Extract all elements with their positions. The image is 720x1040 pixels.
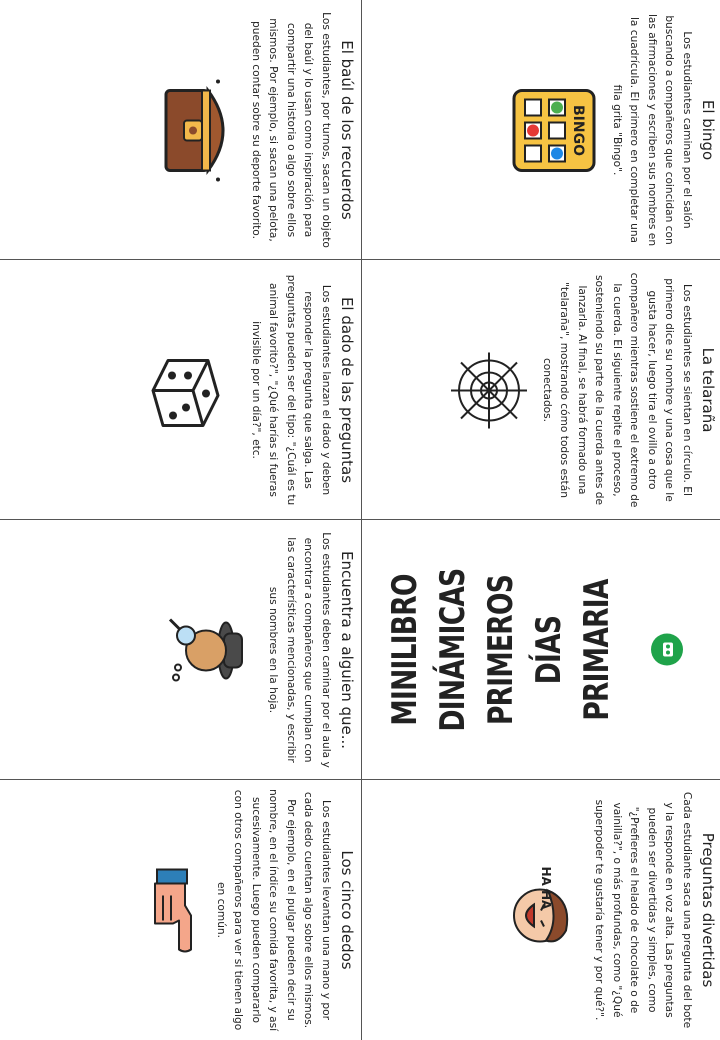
publisher-logo-icon — [649, 632, 689, 668]
detective-icon — [162, 605, 256, 695]
dice-icon — [145, 345, 239, 435]
panel-title: La telaraña — [699, 347, 717, 432]
panel-body: Los estudiantes se sientan en círculo. El primero dice su nombre y una cosa que le gusta hacer, luego tira el ovillo a otro compañero mientras sostiene el extremo de la cuerda. El siguiente repite el proceso, sosteniendo su parte de la cuerda antes de lanzarla. Al final, se habrá formado una "telaraña", mostrando cómo todos están conectados. — [541, 272, 693, 507]
panel-body: Los estudiantes levantan una mano y por cada dedo cuentan algo sobre ellos mismos. Por ejemplo, en el pulgar pueden decir su nombre, en el índice su comida favorita, y así sucesivamente. Luego pueden compararlo con otros compañeros para ver si tienen algo en común. — [215, 788, 332, 1031]
cover-line-1: MINILIBRO — [385, 573, 425, 726]
laughing-face-icon — [498, 860, 582, 960]
spider-web-icon — [446, 350, 530, 430]
pointing-hand-icon — [140, 865, 204, 955]
panel-dado — [0, 260, 360, 519]
cover-title — [381, 548, 621, 750]
panel-bingo — [361, 0, 720, 259]
cover-line-2: DINÁMICAS — [433, 568, 473, 731]
cover-line-3: PRIMEROS DÍAS — [481, 574, 569, 725]
panel-preguntas — [361, 780, 720, 1039]
panel-title: El dado de las preguntas — [338, 296, 356, 483]
panel-title: El bingo — [699, 99, 717, 160]
panel-title: Encuentra a alguien que... — [338, 550, 356, 749]
panel-title: Preguntas divertidas — [699, 832, 717, 987]
panel-dedos — [0, 780, 360, 1039]
panel-body: Los estudiantes deben caminar por el aula y encontrar a compañeros que cumplan con las características mencionadas, y escribir sus nombres en la hoja. — [267, 531, 332, 768]
panel-title: El baúl de los recuerdos — [338, 39, 356, 220]
bingo-card-icon — [506, 85, 600, 175]
panel-body: Cada estudiante saca una pregunta del bote y la responde en voz alta. Las preguntas pueden ser divertidas y simples, como "¿Prefieres el helado de chocolate o de vainilla?", o más profundas, como "¿Qué superpoder te gustaría tener y por qué?". — [593, 791, 693, 1028]
panel-body: Los estudiantes caminan por el salón buscando a compañeros que coincidan con las afirmaciones y escriben sus nombres en la cuadrícula. El primero en completar una fila grita "Bingo". — [611, 13, 693, 246]
panel-cover — [361, 520, 720, 779]
treasure-chest-icon — [155, 75, 239, 185]
bingo-card-label: BINGO — [570, 104, 587, 155]
panel-title: Los cinco dedos — [338, 849, 356, 970]
panel-encuentra — [0, 520, 360, 779]
panel-baul — [0, 0, 360, 259]
panel-telarana — [361, 260, 720, 519]
panel-body: Los estudiantes, por turnos, sacan un objeto del baúl y lo usan como inspiración para compartir una historia o algo sobre ellos mismos. Por ejemplo, si sacan una pelota, pueden contar sobre su deporte favorito. — [250, 11, 332, 248]
panel-body: Los estudiantes lanzan el dado y deben responder la pregunta que salga. Las preguntas pueden ser del tipo: "¿Cuál es tu animal favorito?", "¿Qué harías si fueras invisible por un día?", etc. — [250, 274, 332, 505]
cover-line-4: PRIMARIA — [577, 578, 617, 721]
laugh-text: HA HA — [539, 865, 553, 909]
